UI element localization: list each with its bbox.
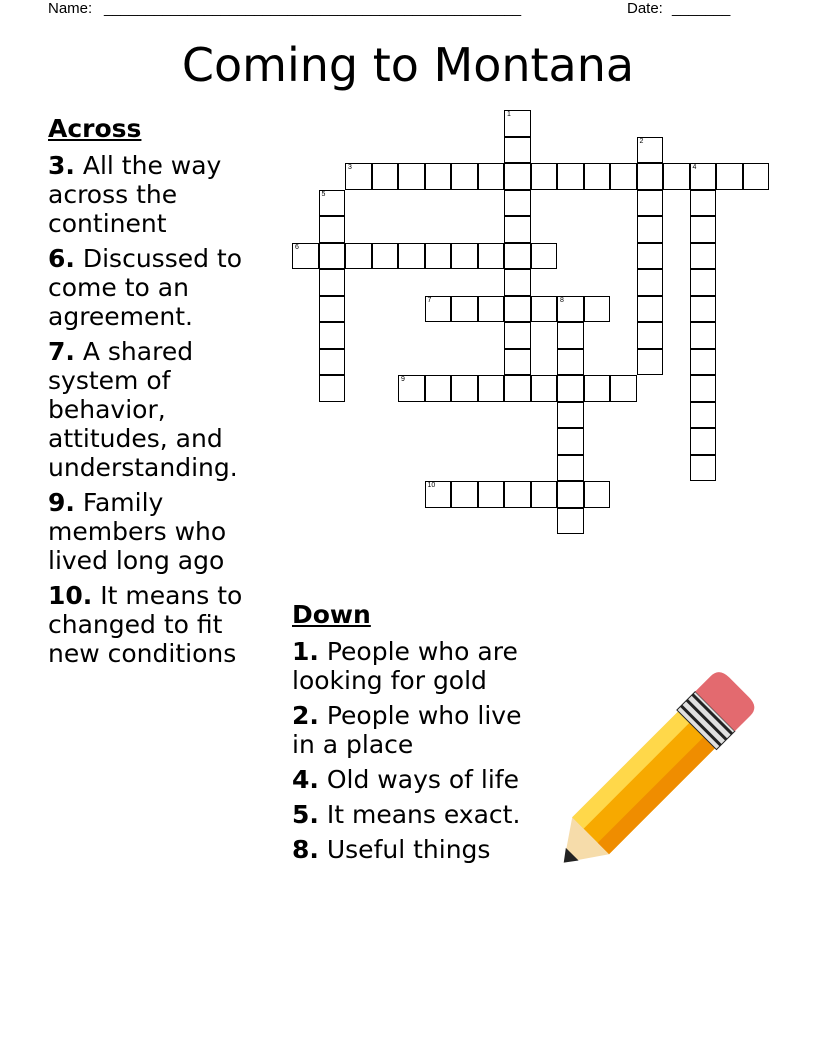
- clue-text: Discussed to come to an agreement.: [48, 244, 243, 331]
- crossword-cell[interactable]: [716, 163, 743, 190]
- crossword-cell[interactable]: [504, 322, 531, 349]
- crossword-cell[interactable]: [319, 322, 346, 349]
- crossword-cell[interactable]: [478, 296, 505, 323]
- crossword-cell[interactable]: [690, 455, 717, 482]
- cell-number: 8: [560, 296, 564, 304]
- crossword-cell[interactable]: [557, 163, 584, 190]
- crossword-cell[interactable]: [451, 481, 478, 508]
- crossword-cell[interactable]: [504, 349, 531, 376]
- name-date-header: [0, 0, 816, 20]
- crossword-cell[interactable]: [504, 163, 531, 190]
- crossword-cell[interactable]: [372, 243, 399, 270]
- crossword-cell[interactable]: [504, 216, 531, 243]
- across-clue: [48, 244, 258, 331]
- crossword-cell[interactable]: [610, 375, 637, 402]
- crossword-cell[interactable]: [345, 243, 372, 270]
- down-clue: [292, 800, 532, 829]
- page-title: Coming to Montana: [181, 38, 635, 92]
- across-clue: [48, 488, 258, 575]
- name-line: __________________________________________________: [104, 0, 522, 17]
- crossword-cell[interactable]: [637, 243, 664, 270]
- crossword-cell[interactable]: [504, 481, 531, 508]
- cell-number: 10: [427, 482, 436, 489]
- crossword-cell[interactable]: [504, 243, 531, 270]
- down-clue: [292, 701, 532, 759]
- crossword-cell[interactable]: [451, 243, 478, 270]
- crossword-cell[interactable]: [690, 269, 717, 296]
- crossword-cell[interactable]: [690, 349, 717, 376]
- crossword-cell[interactable]: [743, 163, 770, 190]
- crossword-cell[interactable]: [637, 137, 664, 164]
- clue-text: Useful things: [326, 835, 491, 864]
- crossword-cell[interactable]: [557, 296, 584, 323]
- crossword-cell[interactable]: [557, 481, 584, 508]
- name-label: Name:: [48, 0, 93, 17]
- down-heading: Down: [292, 600, 371, 629]
- crossword-cell[interactable]: [557, 428, 584, 455]
- crossword-cell[interactable]: [584, 296, 611, 323]
- crossword-cell[interactable]: [319, 296, 346, 323]
- crossword-cell[interactable]: [637, 322, 664, 349]
- crossword-cell[interactable]: [451, 296, 478, 323]
- crossword-cell[interactable]: [504, 269, 531, 296]
- cell-number: 4: [692, 164, 697, 171]
- crossword-cell[interactable]: [478, 243, 505, 270]
- pencil-icon: [525, 650, 775, 900]
- crossword-cell[interactable]: [531, 163, 558, 190]
- clue-number: 1.: [292, 637, 319, 666]
- crossword-cell[interactable]: [319, 375, 346, 402]
- clue-number: 2.: [292, 701, 319, 730]
- clue-text: It means exact.: [326, 800, 521, 829]
- cell-number: 1: [507, 111, 511, 118]
- clue-text: A shared system of behavior, attitudes, and understanding.: [48, 337, 238, 482]
- crossword-cell[interactable]: [690, 402, 717, 429]
- clue-text: All the way across the continent: [48, 151, 222, 238]
- cell-number: 3: [348, 164, 352, 171]
- crossword-cell[interactable]: [319, 243, 346, 270]
- down-clues: [292, 600, 532, 870]
- clue-text: People who live in a place: [292, 701, 522, 759]
- crossword-cell[interactable]: [557, 402, 584, 429]
- date-label: Date:: [627, 0, 663, 17]
- crossword-cell[interactable]: [531, 243, 558, 270]
- crossword-cell[interactable]: [504, 296, 531, 323]
- clue-number: 9.: [48, 488, 75, 517]
- crossword-cell[interactable]: [319, 190, 346, 217]
- crossword-cell[interactable]: [690, 322, 717, 349]
- crossword-cell[interactable]: [425, 481, 452, 508]
- crossword-cell[interactable]: [690, 296, 717, 323]
- crossword-cell[interactable]: [637, 349, 664, 376]
- crossword-cell[interactable]: [478, 481, 505, 508]
- down-clue: [292, 765, 532, 794]
- crossword-cell[interactable]: [557, 375, 584, 402]
- crossword-cell[interactable]: [319, 349, 346, 376]
- cell-number: 7: [427, 296, 432, 304]
- clue-text: It means to changed to fit new conditions: [48, 581, 243, 668]
- crossword-cell[interactable]: [398, 163, 425, 190]
- crossword-cell[interactable]: [610, 163, 637, 190]
- clue-number: 3.: [48, 151, 75, 180]
- crossword-cell[interactable]: [504, 137, 531, 164]
- crossword-cell[interactable]: [584, 163, 611, 190]
- crossword-cell[interactable]: [425, 163, 452, 190]
- down-clue: [292, 637, 532, 695]
- crossword-cell[interactable]: [690, 243, 717, 270]
- crossword-cell[interactable]: [584, 481, 611, 508]
- crossword-cell[interactable]: [557, 508, 584, 535]
- across-clue: [48, 337, 258, 482]
- crossword-cell[interactable]: [557, 349, 584, 376]
- crossword-cell[interactable]: [690, 216, 717, 243]
- crossword-cell[interactable]: [531, 375, 558, 402]
- crossword-cell[interactable]: [451, 375, 478, 402]
- date-line: _______: [672, 0, 731, 17]
- across-clues: [48, 114, 258, 674]
- crossword-cell[interactable]: [584, 375, 611, 402]
- clue-text: Old ways of life: [326, 765, 519, 794]
- crossword-cell[interactable]: [637, 190, 664, 217]
- crossword-cell[interactable]: [504, 110, 531, 137]
- cell-number: 5: [321, 190, 326, 198]
- clue-text: Family members who lived long ago: [48, 488, 227, 575]
- crossword-cell[interactable]: [690, 163, 717, 190]
- clue-number: 5.: [292, 800, 319, 829]
- across-heading: Across: [48, 114, 142, 143]
- crossword-cell[interactable]: [425, 375, 452, 402]
- clue-number: 10.: [48, 581, 93, 610]
- crossword-cell[interactable]: [425, 243, 452, 270]
- across-clue: [48, 581, 258, 668]
- clue-number: 8.: [292, 835, 319, 864]
- crossword-cell[interactable]: [372, 163, 399, 190]
- crossword-cell[interactable]: [663, 163, 690, 190]
- clue-number: 6.: [48, 244, 75, 273]
- clue-number: 4.: [292, 765, 319, 794]
- clue-text: People who are looking for gold: [292, 637, 518, 695]
- clue-number: 7.: [48, 337, 75, 366]
- crossword-cell[interactable]: [690, 190, 717, 217]
- crossword-cell[interactable]: [425, 296, 452, 323]
- crossword-cell[interactable]: [478, 375, 505, 402]
- crossword-cell[interactable]: [637, 296, 664, 323]
- crossword-cell[interactable]: [398, 375, 425, 402]
- crossword-cell[interactable]: [319, 216, 346, 243]
- crossword-cell[interactable]: [292, 243, 319, 270]
- crossword-cell[interactable]: [398, 243, 425, 270]
- across-clue: [48, 151, 258, 238]
- crossword-cell[interactable]: [690, 375, 717, 402]
- crossword-cell[interactable]: [504, 190, 531, 217]
- crossword-cell[interactable]: [451, 163, 478, 190]
- crossword-cell[interactable]: [504, 375, 531, 402]
- down-clue: [292, 835, 532, 864]
- crossword-cell[interactable]: [319, 269, 346, 296]
- crossword-cell[interactable]: [478, 163, 505, 190]
- crossword-cell[interactable]: [690, 428, 717, 455]
- cell-number: 6: [295, 243, 299, 251]
- pencil-body: [572, 711, 715, 854]
- crossword-cell[interactable]: [637, 163, 664, 190]
- cell-number: 2: [639, 137, 644, 145]
- crossword-cell[interactable]: [531, 481, 558, 508]
- crossword-cell[interactable]: [637, 269, 664, 296]
- cell-number: 9: [401, 376, 405, 383]
- crossword-cell[interactable]: [345, 163, 372, 190]
- crossword-cell[interactable]: [531, 296, 558, 323]
- crossword-cell[interactable]: [557, 322, 584, 349]
- crossword-cell[interactable]: [637, 216, 664, 243]
- crossword-cell[interactable]: [557, 455, 584, 482]
